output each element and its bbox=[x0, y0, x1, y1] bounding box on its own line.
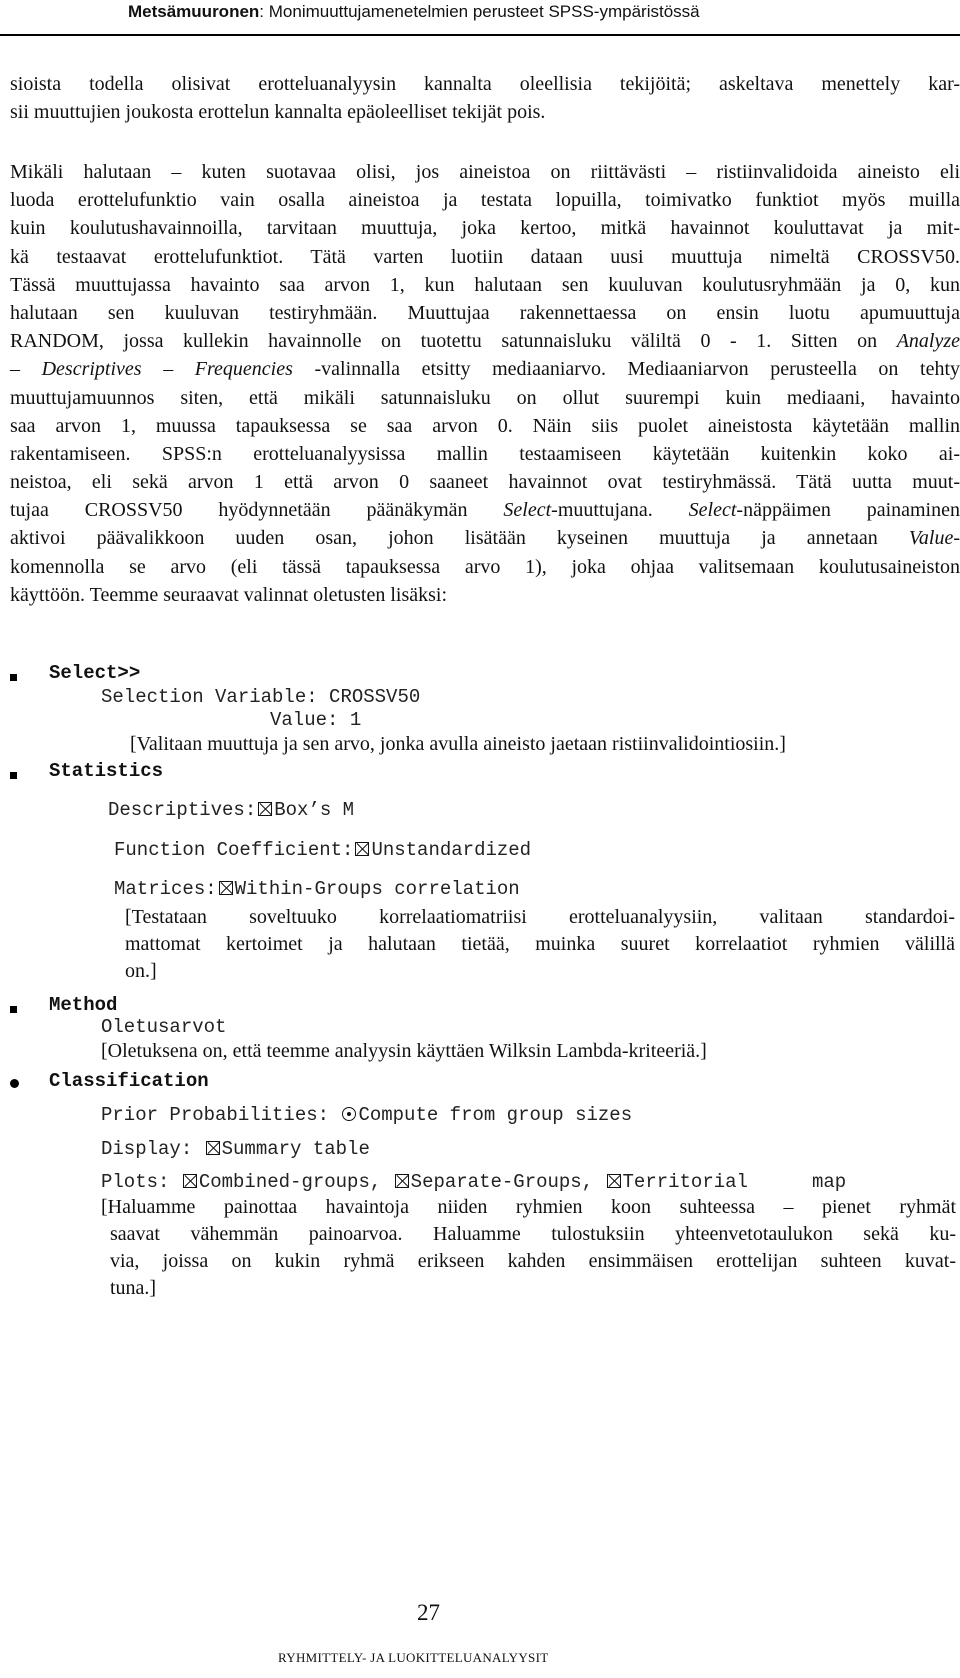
text-line: – Descriptives – Frequencies -valinnalla etsitty mediaaniarvo. Mediaaniarvon perusteella on tehty bbox=[10, 358, 960, 381]
text-line bbox=[10, 496, 960, 524]
text-line: sioista todella olisivat erotteluanalyysin kannalta oleellisia tekijöitä; askeltava menettely kar- bbox=[10, 73, 960, 95]
text-segment: -valinnalla etsitty mediaaniarvo. Mediaaniarvon perusteella on tehty bbox=[292, 358, 960, 381]
map-label: map bbox=[811, 1171, 847, 1193]
territorial-label: Territorial bbox=[622, 1171, 748, 1193]
note-line: tuna.] bbox=[110, 1277, 157, 1299]
square-bullet-icon bbox=[10, 1000, 17, 1018]
checked-box-icon bbox=[183, 1174, 197, 1188]
summary-table-label: Summary table bbox=[221, 1138, 370, 1160]
text-line: sii muuttujien joukosta erottelun kannalta epäoleelliset tekijät pois. bbox=[10, 101, 546, 124]
radio-selected-icon bbox=[342, 1107, 356, 1121]
text-segment: -näppäimen painaminen bbox=[736, 499, 960, 522]
separate-groups-label: Separate-Groups, bbox=[410, 1171, 594, 1193]
selection-variable-command: Selection Variable: CROSSV50 bbox=[101, 686, 421, 708]
note-line: [Haluamme painottaa havaintoja niiden ryhmien koon suhteessa – pienet ryhmät bbox=[101, 1196, 956, 1218]
function-coefficient-option bbox=[114, 839, 531, 861]
value-command: Value: 1 bbox=[270, 709, 362, 731]
running-header bbox=[128, 2, 700, 22]
note-line: [Oletuksena on, että teemme analyysin käyttäen Wilksin Lambda-kriteeriä.] bbox=[101, 1040, 707, 1062]
classification-keyword: Classification bbox=[49, 1070, 209, 1092]
checked-box-icon bbox=[607, 1174, 621, 1188]
italic-frequencies: Frequencies bbox=[194, 358, 293, 381]
text-line: kuin koulutushavainnoilla, tarvitaan muuttuja, joka kertoo, mitkä havainnot kouluttavat ja mit- bbox=[10, 217, 960, 240]
text-line bbox=[10, 524, 960, 552]
select-note bbox=[130, 731, 786, 758]
text-line: käyttöön. Teemme seuraavat valinnat oletusten lisäksi: bbox=[10, 583, 448, 606]
method-note bbox=[101, 1038, 707, 1065]
matrices-label: Matrices: bbox=[114, 878, 217, 900]
note-line: [Valitaan muuttuja ja sen arvo, jonka avulla aineisto jaetaan ristiinvalidointiosiin.] bbox=[130, 733, 786, 755]
compute-label: Compute from group sizes bbox=[358, 1104, 633, 1126]
text-line: saa arvon 1, muussa tapauksessa se saa arvon 0. Näin siis puolet aineistosta käytetään mallin bbox=[10, 414, 960, 437]
italic-analyze: Analyze bbox=[896, 330, 960, 353]
text-line: kä testaavat erottelufunktiot. Tätä varten luotiin dataan uusi muuttuja nimeltä CROSSV50. bbox=[10, 245, 960, 268]
header-subtitle: : Monimuuttujamenetelmien perusteet SPSS-ympäristössä bbox=[259, 2, 700, 21]
running-footer: RYHMITTELY- JA LUOKITTELUANALYYSIT bbox=[278, 1650, 549, 1665]
text-line: muuttujamuunnos siten, että mikäli satunnaisluku on ollut suurempi kuin mediaani, havainto bbox=[10, 386, 960, 409]
square-bullet-icon bbox=[10, 668, 17, 686]
header-author: Metsämuuronen bbox=[128, 2, 260, 21]
text-line bbox=[10, 327, 960, 355]
note-line: [Testataan soveltuuko korrelaatiomatriisi erotteluanalyysiin, valitaan standardoi- bbox=[125, 906, 955, 928]
text-segment: - bbox=[953, 527, 960, 550]
italic-select: Select bbox=[688, 499, 737, 522]
within-groups-label: Within-Groups correlation bbox=[234, 878, 520, 900]
method-keyword: Method bbox=[49, 994, 118, 1016]
method-value: Oletusarvot bbox=[101, 1016, 227, 1038]
text-segment: tujaa CROSSV50 hyödynnetään päänäkymän bbox=[10, 499, 504, 522]
text-segment: RANDOM, jossa kullekin havainnolle on tuotettu satunnaisluku väliltä 0 - 1. Sitten on bbox=[10, 330, 878, 353]
text-line: Tässä muuttujassa havainto saa arvon 1, kun halutaan sen kuuluvan koulutusryhmään ja 0, kun bbox=[10, 273, 960, 296]
classification-note bbox=[101, 1194, 956, 1302]
descriptives-option bbox=[108, 799, 354, 821]
italic-value: Value bbox=[908, 527, 954, 550]
text-line: luoda erottelufunktio vain osalla aineistoa ja testata lopuilla, toimivatko funktiot myös muilla bbox=[10, 189, 960, 212]
text-segment: -muuttujana. bbox=[551, 499, 689, 522]
text-line: komennolla se arvo (eli tässä tapauksessa arvo 1), joka ohjaa valitsemaan koulutusaineiston bbox=[10, 555, 960, 578]
header-rule bbox=[0, 34, 960, 36]
text-line: Mikäli halutaan – kuten suotavaa olisi, jos aineistoa on riittävästi – ristiinvalidoida aineisto eli bbox=[10, 161, 960, 183]
checked-box-icon bbox=[395, 1174, 409, 1188]
checked-box-icon bbox=[206, 1141, 220, 1155]
square-bullet-icon bbox=[10, 766, 17, 784]
checked-box-icon bbox=[258, 802, 272, 816]
note-line: mattomat kertoimet ja halutaan tietää, muinka suuret korrelaatiot ryhmien välillä bbox=[125, 933, 955, 955]
paragraph-1 bbox=[10, 70, 960, 126]
statistics-note bbox=[125, 904, 955, 985]
function-label: Function Coefficient: bbox=[114, 839, 354, 861]
plots-label: Plots: bbox=[101, 1171, 170, 1193]
unstandardized-label: Unstandardized bbox=[371, 839, 532, 861]
prior-probabilities-option bbox=[101, 1104, 632, 1126]
matrices-option bbox=[114, 878, 520, 900]
italic-descriptives: Descriptives bbox=[41, 358, 142, 381]
text-line: halutaan sen kuuluvan testiryhmään. Muuttujaa rakennettaessa on ensin luotu apumuuttuja bbox=[10, 301, 960, 324]
select-keyword: Select>> bbox=[49, 662, 141, 684]
paragraph-2 bbox=[10, 158, 960, 609]
display-label: Display: bbox=[101, 1138, 193, 1160]
checked-box-icon bbox=[219, 881, 233, 895]
display-option bbox=[101, 1138, 370, 1160]
text-line: rakentamiseen. SPSS:n erotteluanalyysissa mallin testaamiseen käytetään kuitenkin koko ai- bbox=[10, 442, 960, 465]
box-m-label: Box’s M bbox=[274, 799, 355, 821]
page-number: 27 bbox=[417, 1600, 440, 1625]
note-line: via, joissa on kukin ryhmä erikseen kahden ensimmäisen erottelijan suhteen kuvat- bbox=[110, 1250, 956, 1272]
plots-option bbox=[101, 1171, 846, 1193]
italic-select: Select bbox=[503, 499, 552, 522]
round-bullet-icon bbox=[10, 1075, 19, 1093]
descriptives-label: Descriptives: bbox=[108, 799, 257, 821]
text-segment: aktivoi päävalikkoon uuden osan, johon lisätään kyseinen muuttuja ja annetaan bbox=[10, 527, 909, 550]
note-line: on.] bbox=[125, 960, 157, 982]
prior-label: Prior Probabilities: bbox=[101, 1104, 330, 1126]
checked-box-icon bbox=[355, 842, 369, 856]
combined-groups-label: Combined-groups, bbox=[198, 1171, 382, 1193]
note-line: saavat vähemmän painoarvoa. Haluamme tulostuksiin yhteenvetotaulukon sekä ku- bbox=[110, 1223, 956, 1245]
text-line: neistoa, eli sekä arvon 1 että arvon 0 saaneet havainnot ovat testiryhmässä. Tätä uutta muut- bbox=[10, 471, 960, 494]
statistics-keyword: Statistics bbox=[49, 760, 164, 782]
